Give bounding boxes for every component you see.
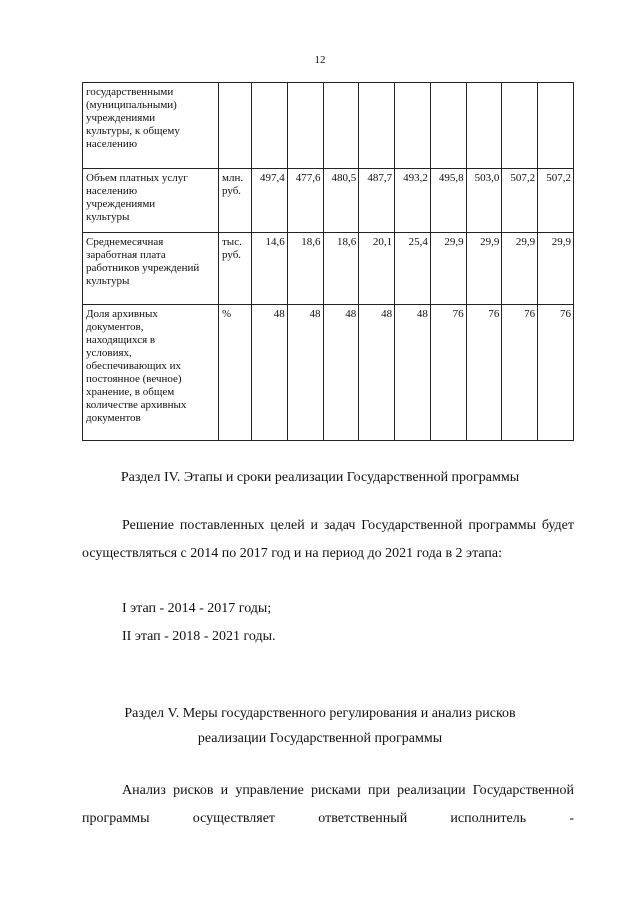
stage-2-line: II этап - 2018 - 2021 годы. xyxy=(122,629,276,644)
indicator-name-line: документов, xyxy=(86,321,144,333)
section-5-paragraph: Анализ рисков и управление рисками при реализации Государственной программы осуществляет ответственный исполнитель - xyxy=(82,783,574,826)
value-cell: 48 xyxy=(359,305,395,441)
indicator-name-line: Доля архивных xyxy=(86,308,158,320)
indicator-name-line: (муниципальными) xyxy=(86,99,177,111)
indicators-table-body xyxy=(83,83,574,441)
value-cell: 48 xyxy=(323,305,359,441)
value-cell: 503,0 xyxy=(466,169,502,233)
value-cell xyxy=(287,83,323,169)
table-row xyxy=(83,169,574,233)
indicators-table xyxy=(82,82,574,441)
unit-line: % xyxy=(222,308,232,320)
indicator-name-line: постоянное (вечное) xyxy=(86,373,182,385)
section-4-heading: Раздел IV. Этапы и сроки реализации Государственной программы xyxy=(120,470,520,485)
indicator-name-line: документов xyxy=(86,412,141,424)
value-cell: 20,1 xyxy=(359,233,395,305)
indicator-name-cell xyxy=(83,83,219,169)
indicator-name-line: учреждениями xyxy=(86,198,156,210)
section-4-paragraph: Решение поставленных целей и задач Государственной программы будет осуществляться с 2014 по 2017 год и на период до 2021 года в 2 этапа: xyxy=(82,518,574,561)
indicator-name-line: количестве архивных xyxy=(86,399,187,411)
indicator-name-line: условиях, xyxy=(86,347,132,359)
indicator-name-line: заработная плата xyxy=(86,249,166,261)
indicator-name-line: находящихся в xyxy=(86,334,156,346)
value-cell: 76 xyxy=(538,305,574,441)
value-cell: 29,9 xyxy=(538,233,574,305)
value-cell: 477,6 xyxy=(287,169,323,233)
indicator-name-line: работников учреждений xyxy=(86,262,200,274)
indicator-name-line: населению xyxy=(86,185,138,197)
value-cell xyxy=(502,83,538,169)
value-cell xyxy=(323,83,359,169)
unit-cell xyxy=(219,233,252,305)
indicator-name-line: учреждениями xyxy=(86,112,156,124)
unit-line: руб. xyxy=(222,249,242,261)
table-row xyxy=(83,233,574,305)
value-cell: 495,8 xyxy=(430,169,466,233)
section-5-heading-line-2: реализации Государственной программы xyxy=(197,731,443,746)
value-cell: 497,4 xyxy=(252,169,288,233)
value-cell: 29,9 xyxy=(502,233,538,305)
stage-1-line: I этап - 2014 - 2017 годы; xyxy=(122,601,272,616)
value-cell xyxy=(466,83,502,169)
value-cell: 480,5 xyxy=(323,169,359,233)
indicator-name-cell xyxy=(83,233,219,305)
indicator-name-line: хранение, в общем xyxy=(86,386,175,398)
value-cell xyxy=(359,83,395,169)
value-cell: 76 xyxy=(430,305,466,441)
indicator-name-line: государственными xyxy=(86,86,174,98)
indicator-name-line: Среднемесячная xyxy=(86,236,164,248)
value-cell: 507,2 xyxy=(538,169,574,233)
indicator-name-line: культуры xyxy=(86,275,130,287)
value-cell: 48 xyxy=(287,305,323,441)
unit-line: млн. xyxy=(222,172,244,184)
value-cell: 48 xyxy=(252,305,288,441)
table-row xyxy=(83,83,574,169)
unit-line: руб. xyxy=(222,185,242,197)
value-cell: 507,2 xyxy=(502,169,538,233)
table-row xyxy=(83,305,574,441)
unit-cell xyxy=(219,169,252,233)
value-cell: 25,4 xyxy=(395,233,431,305)
section-5-heading-line-1: Раздел V. Меры государственного регулирования и анализ рисков xyxy=(124,706,516,721)
value-cell: 29,9 xyxy=(430,233,466,305)
unit-cell xyxy=(219,83,252,169)
page-number: 12 xyxy=(314,54,326,66)
indicator-name-cell xyxy=(83,169,219,233)
value-cell xyxy=(252,83,288,169)
indicator-name-line: Объем платных услуг xyxy=(86,172,188,184)
value-cell: 76 xyxy=(466,305,502,441)
indicator-name-line: культуры xyxy=(86,211,130,223)
indicator-name-line: культуры, к общему xyxy=(86,125,180,137)
value-cell: 14,6 xyxy=(252,233,288,305)
value-cell: 29,9 xyxy=(466,233,502,305)
value-cell xyxy=(430,83,466,169)
value-cell: 18,6 xyxy=(323,233,359,305)
value-cell: 487,7 xyxy=(359,169,395,233)
indicator-name-line: населению xyxy=(86,138,138,150)
value-cell xyxy=(538,83,574,169)
value-cell xyxy=(395,83,431,169)
value-cell: 493,2 xyxy=(395,169,431,233)
indicator-name-line: обеспечивающих их xyxy=(86,360,182,372)
value-cell: 76 xyxy=(502,305,538,441)
indicator-name-cell xyxy=(83,305,219,441)
unit-cell xyxy=(219,305,252,441)
unit-line: тыс. xyxy=(222,236,242,248)
value-cell: 48 xyxy=(395,305,431,441)
value-cell: 18,6 xyxy=(287,233,323,305)
